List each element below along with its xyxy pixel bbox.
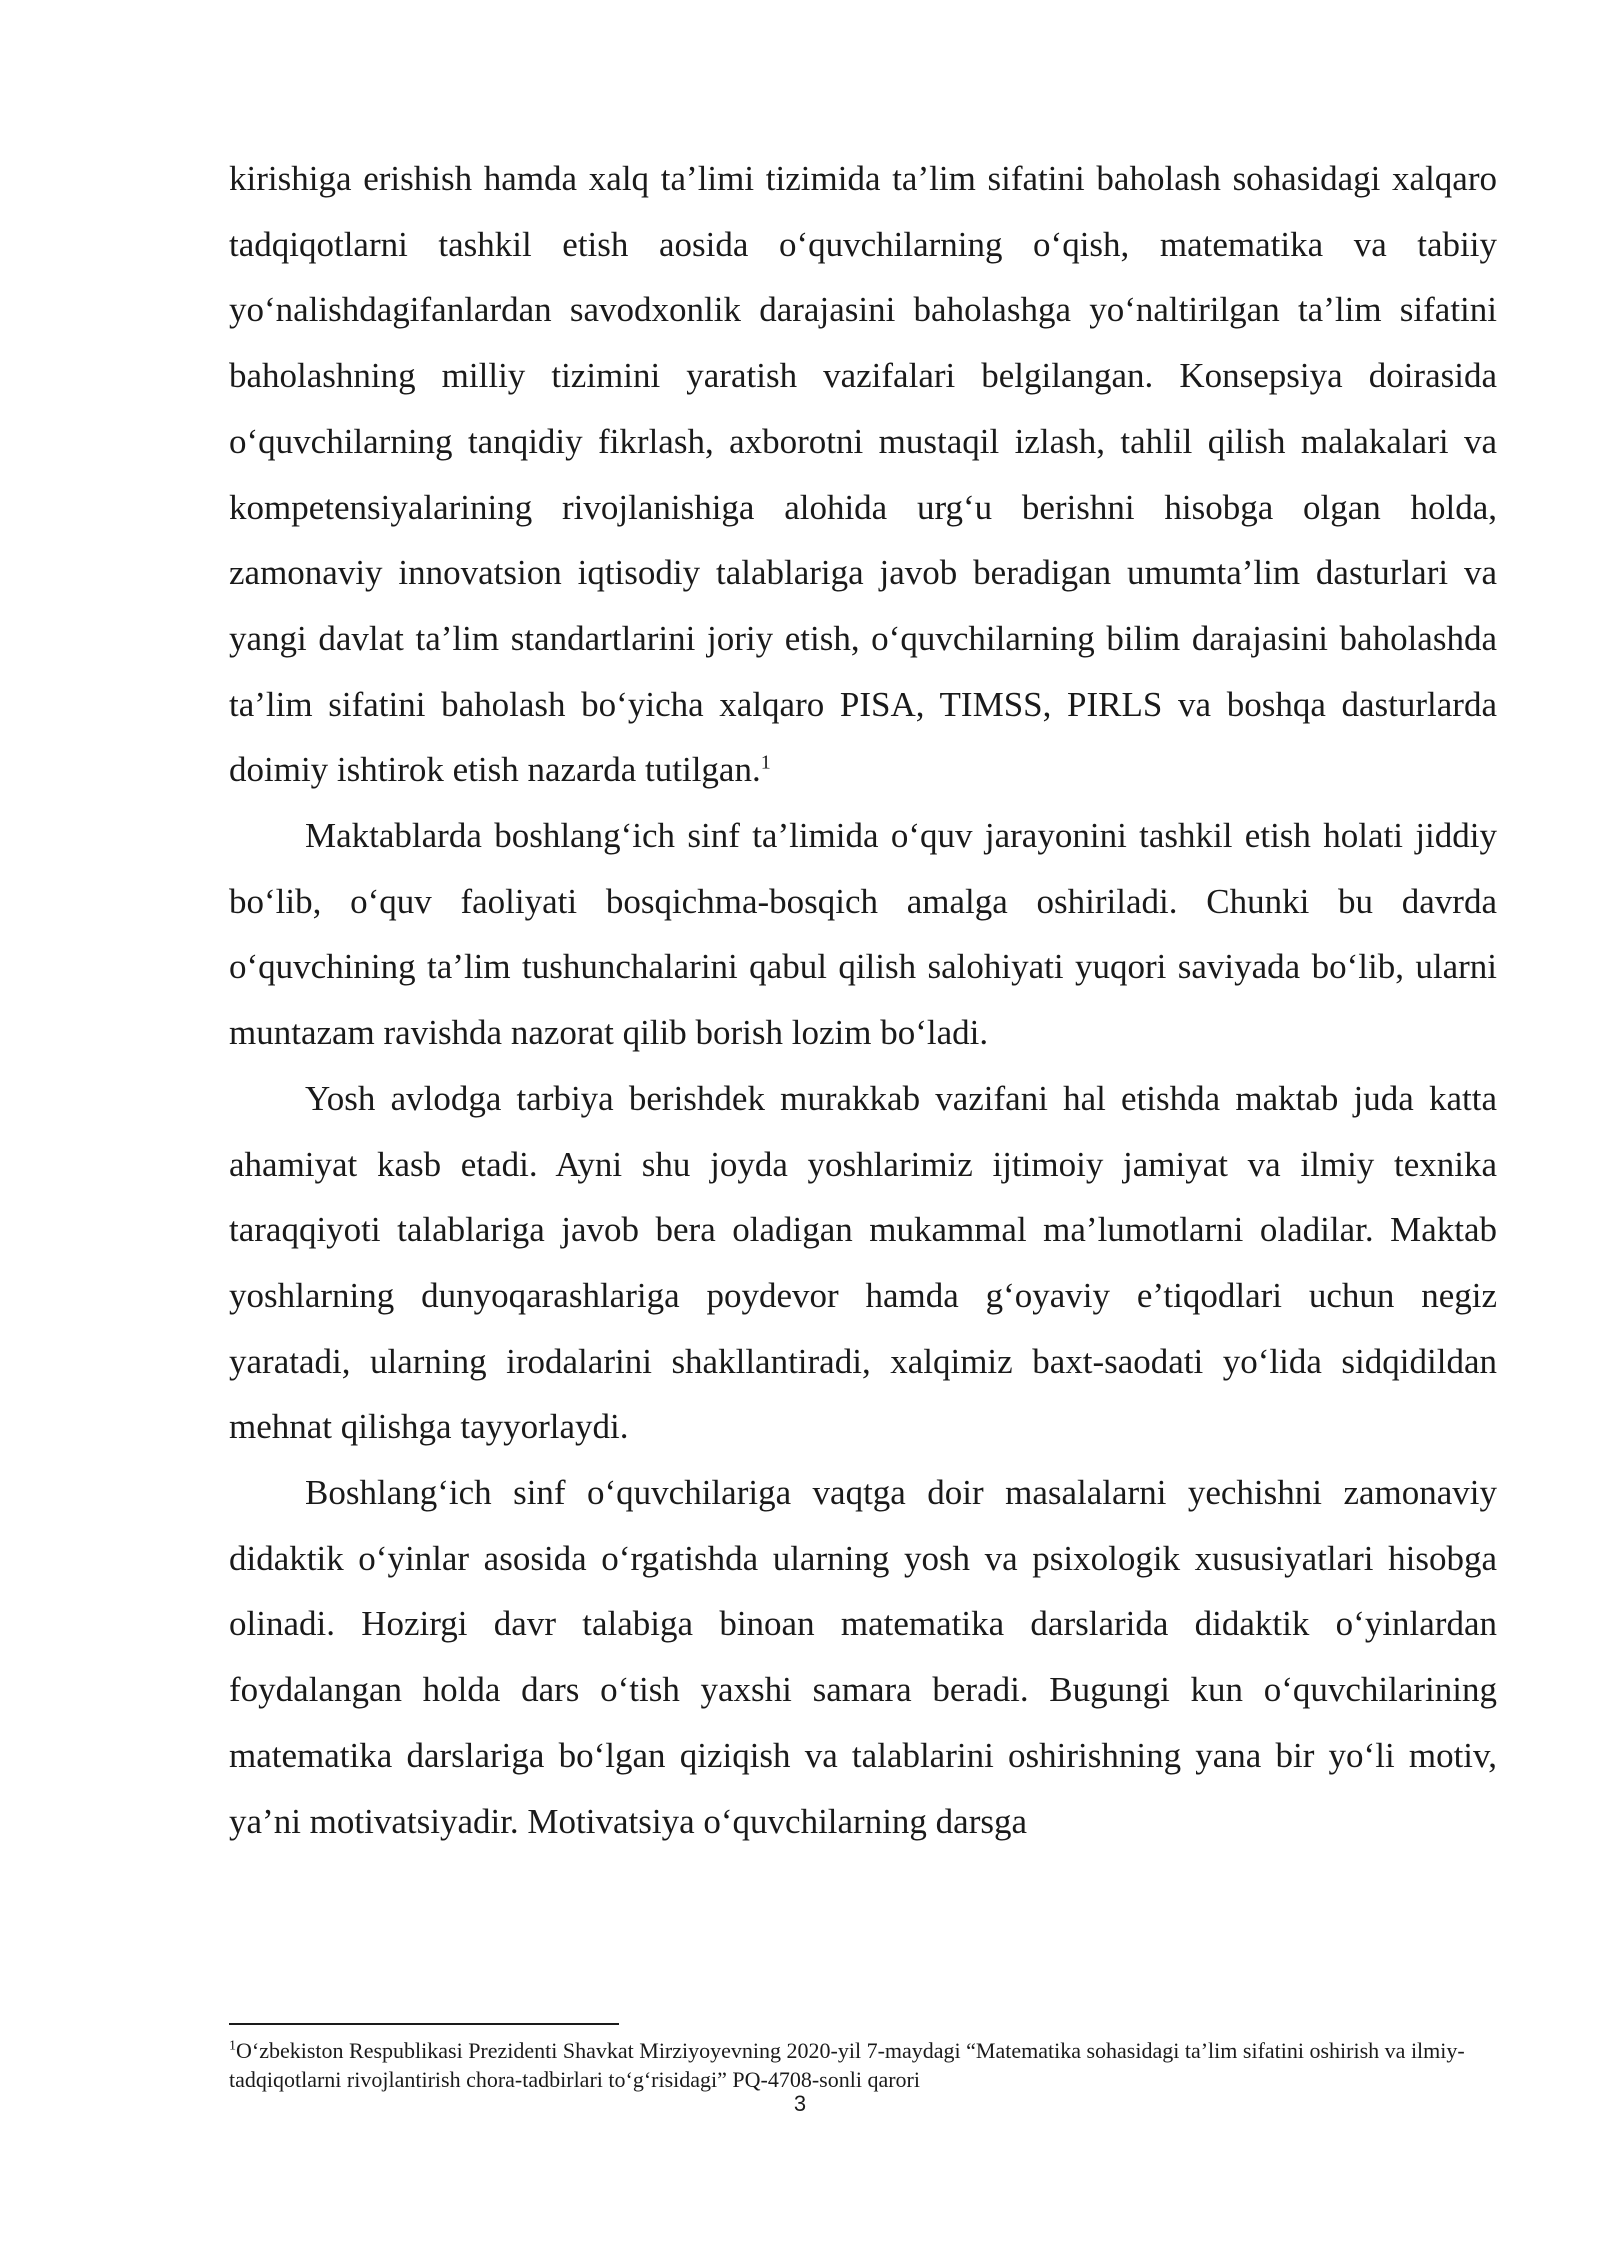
paragraph-4: Boshlang‘ich sinf o‘quvchilariga vaqtga doir masalalarni yechishni zamonaviy didaktik o‘yinlar asosida o‘rgatishda ularning yosh va psixologik xususiyatlari hisobga olinadi. Hozirgi davr talabiga binoan matematika darslarida didaktik o‘yinlardan foydalangan holda dars o‘tish yaxshi samara beradi. Bugungi kun o‘quvchilarining matematika darslariga bo‘lgan qiziqish va talablarini oshirishning yana bir yo‘li motiv, ya’ni motivatsiyadir. Motivatsiya o‘quvchilarning darsga: [229, 1473, 1497, 1841]
footnote-separator: [229, 2023, 619, 2025]
paragraph-2: Maktablarda boshlang‘ich sinf ta’limida o‘quv jarayonini tashkil etish holati jiddiy bo‘lib, o‘quv faoliyati bosqichma-bosqich amalga oshiriladi. Chunki bu davrda o‘quvchining ta’lim tushunchalarini qabul qilish salohiyati yuqori saviyada bo‘lib, ularni muntazam ravishda nazorat qilib borish lozim bo‘ladi.: [229, 816, 1497, 1053]
paragraph-1: [229, 146, 1497, 803]
footnote-marker: 1: [229, 2038, 236, 2054]
paragraph-1-text: kirishiga erishish hamda xalq ta’limi tizimida ta’lim sifatini baholash sohasidagi xalqaro tadqiqotlarni tashkil etish aosida o‘quvchilarning o‘qish, matematika va tabiiy yo‘nalishdagifanlardan savodxonlik darajasini baholashga yo‘naltirilgan ta’lim sifatini baholashning milliy tizimini yaratish vazifalari belgilangan. Konsepsiya doirasida o‘quvchilarning tanqidiy fikrlash, axborotni mustaqil izlash, tahlil qilish malakalari va kompetensiyalarining rivojlanishiga alohida urg‘u berishni hisobga olgan holda, zamonaviy innovatsion iqtisodiy talablariga javob beradigan umumta’lim dasturlari va yangi davlat ta’lim standartlarini joriy etish, o‘quvchilarning bilim darajasini baholashda ta’lim sifatini baholash bo‘yicha xalqaro PISA, TIMSS, PIRLS va boshqa dasturlarda doimiy ishtirok etish nazarda tutilgan.: [229, 159, 1497, 790]
paragraph-3: Yosh avlodga tarbiya berishdek murakkab vazifani hal etishda maktab juda katta ahamiyat kasb etadi. Ayni shu joyda yoshlarimiz ijtimoiy jamiyat va ilmiy texnika taraqqiyoti talablariga javob bera oladigan mukammal ma’lumotlarni oladilar. Maktab yoshlarning dunyoqarashlariga poydevor hamda g‘oyaviy e’tiqodlari uchun negiz yaratadi, ularning irodalarini shakllantiradi, xalqimiz baxt-saodati yo‘lida sidqidildan mehnat qilishga tayyorlaydi.: [229, 1078, 1497, 1447]
footnote-text: O‘zbekiston Respublikasi Prezidenti Shavkat Mirziyoyevning 2020-yil 7-maydagi “Matematika sohasidagi ta’lim sifatini oshirish va ilmiy-tadqiqotlarni rivojlantirish chora-tadbirlari to‘g‘risidagi” PQ-4708-sonli qarori: [229, 2038, 1465, 2092]
page-number: 3: [793, 2091, 807, 2116]
footnote: [229, 2036, 1497, 2094]
footnote-reference[interactable]: 1: [760, 751, 771, 774]
body-text: [229, 146, 1497, 1854]
